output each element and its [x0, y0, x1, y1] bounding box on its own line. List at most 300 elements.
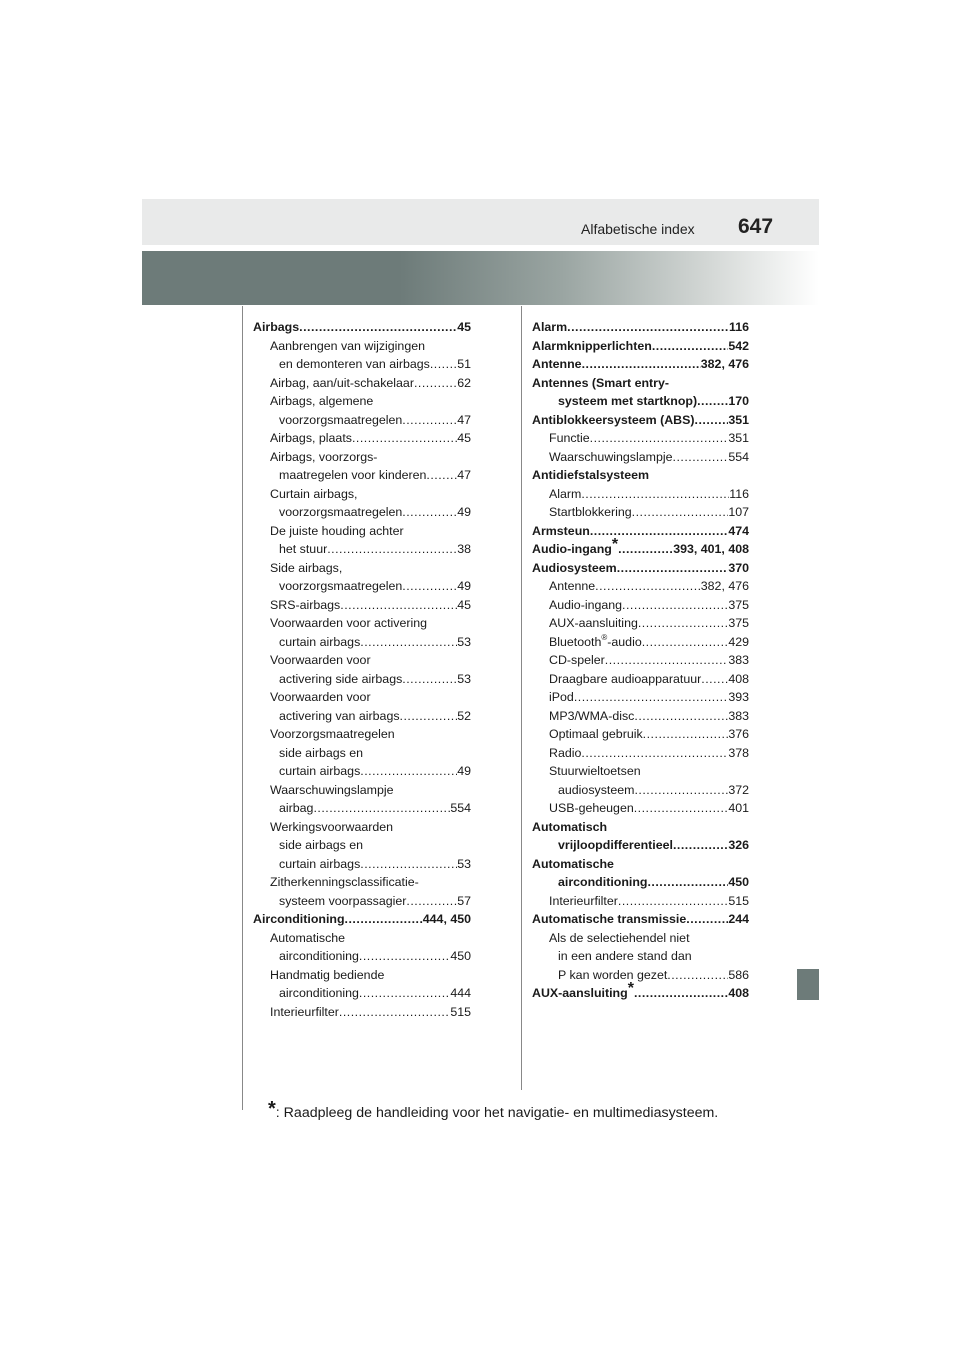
index-term-text: airconditioning: [558, 875, 648, 889]
index-entry: [253, 337, 471, 356]
page-reference: 450: [450, 949, 471, 963]
dot-leader: [605, 651, 729, 670]
index-term: [532, 980, 634, 1003]
index-term: [549, 614, 638, 633]
index-term-text: Side airbags,: [270, 560, 343, 575]
index-term: [270, 1003, 339, 1022]
page-reference: 170: [728, 394, 749, 408]
index-entry: [532, 355, 749, 374]
page-reference: 375: [728, 616, 749, 630]
index-term-text: curtain airbags: [279, 764, 361, 778]
index-term: [549, 448, 673, 467]
index-entry: [253, 596, 471, 615]
index-entry: [253, 892, 471, 911]
page-reference: 383: [728, 708, 749, 723]
index-term: [279, 947, 359, 966]
page-reference: 370: [728, 560, 749, 575]
index-entry: [532, 910, 749, 929]
index-entry: [253, 910, 471, 929]
page-reference: 408: [728, 671, 749, 686]
dot-leader: [697, 392, 728, 411]
index-entry: [253, 429, 471, 448]
page-reference: 45: [457, 597, 471, 612]
dot-leader: [426, 466, 457, 485]
index-term: [253, 910, 345, 929]
dot-leader: [574, 688, 729, 707]
page-reference: 53: [457, 671, 471, 686]
index-entry: [253, 873, 471, 892]
footnote-text: : Raadpleeg de handleiding voor het navigatie- en multimediasysteem.: [275, 1105, 719, 1121]
dot-leader: [686, 910, 728, 929]
index-entry: [532, 466, 749, 485]
page-reference: 375: [728, 597, 749, 612]
index-entry: [532, 799, 749, 818]
index-entry: [532, 536, 749, 559]
index-entry: [532, 651, 749, 670]
index-term-text: airconditioning: [279, 949, 359, 963]
page-reference: 474: [728, 523, 749, 538]
index-term-text: Audiosysteem: [532, 560, 617, 575]
page-reference: 401: [728, 801, 749, 815]
index-term-text: activering side airbags: [279, 671, 403, 686]
dot-leader: [632, 503, 729, 522]
index-term: [270, 429, 352, 448]
index-term-text: Audio-ingang: [532, 542, 612, 556]
page-reference: 408: [728, 986, 749, 1000]
index-term-text: voorzorgsmaatregelen: [279, 505, 403, 519]
footnote-marker: *: [268, 1098, 276, 1120]
chapter-gradient-band: [142, 251, 819, 305]
index-term-text: vrijloopdifferentieel: [558, 838, 673, 852]
index-term-text: Airbags: [253, 320, 300, 334]
page-reference: 515: [728, 893, 749, 908]
index-term: [549, 688, 574, 707]
page-reference: 49: [457, 505, 471, 519]
index-entry: [532, 559, 749, 578]
dot-leader: [360, 855, 457, 874]
dot-leader: [430, 355, 457, 374]
index-term: [279, 670, 402, 689]
page-reference: 372: [728, 782, 749, 797]
index-entry: [532, 503, 749, 522]
index-term-text: voorzorgsmaatregelen: [279, 412, 403, 427]
index-term-text: Airbags, voorzorgs-: [270, 449, 378, 464]
index-term: [532, 411, 695, 430]
dot-leader: [595, 577, 701, 596]
index-term-text: Waarschuwingslampje: [270, 782, 394, 797]
index-term-text: Airbag, aan/uit-schakelaar: [270, 375, 414, 390]
dot-leader: [647, 873, 728, 892]
index-entry: [253, 762, 471, 781]
index-term-text: voorzorgsmaatregelen: [279, 579, 403, 593]
index-term-text: CD-speler: [549, 653, 605, 667]
index-term: [279, 707, 400, 726]
index-term-text: iPod: [549, 690, 574, 704]
index-entry: [532, 980, 749, 1003]
index-entry: [253, 744, 471, 763]
index-term: [549, 764, 641, 778]
index-term-text: Voorwaarden voor: [270, 690, 371, 704]
page-reference: 429: [728, 634, 749, 649]
page-reference: 393: [728, 690, 749, 704]
index-entry: [253, 818, 471, 837]
index-term: [270, 616, 427, 630]
index-term-text: in een andere stand dan: [558, 949, 692, 963]
index-term-text: Stuurwieltoetsen: [549, 764, 641, 778]
dot-leader: [618, 892, 728, 911]
index-term-text: De juiste houding achter: [270, 523, 404, 538]
index-term: [279, 855, 360, 874]
index-entry: [532, 929, 749, 948]
page-reference: 382, 476: [700, 357, 749, 371]
index-term: [270, 561, 342, 575]
index-term: [532, 355, 582, 374]
dot-leader: [345, 910, 423, 929]
index-term-text: Airbags, plaats: [270, 431, 352, 445]
index-term-text: side airbags en: [279, 745, 364, 760]
index-term-text: Waarschuwingslampje: [549, 449, 673, 464]
index-term-text: Interieurfilter: [270, 1004, 339, 1019]
index-entry: [532, 725, 749, 744]
dot-leader: [402, 411, 457, 430]
index-term-text: P kan worden gezet: [558, 967, 668, 982]
index-term: [549, 707, 634, 726]
dot-leader: [402, 503, 457, 522]
index-term-text: Antenne: [532, 357, 582, 371]
index-term-text: Airbags, algemene: [270, 394, 374, 408]
index-term-text: activering van airbags: [279, 708, 400, 723]
index-term-text: Voorzorgsmaatregelen: [270, 727, 395, 741]
dot-leader: [340, 596, 457, 615]
index-term: [549, 799, 634, 818]
index-term: [532, 857, 614, 871]
index-term: [532, 337, 652, 356]
index-entry: [253, 836, 471, 855]
dot-leader: [567, 318, 729, 337]
index-term: [270, 450, 377, 464]
page-reference: 326: [728, 838, 749, 852]
page-reference: 554: [450, 801, 471, 815]
index-term: [270, 653, 371, 667]
dot-leader: [701, 670, 728, 689]
index-entry: [253, 522, 471, 541]
index-term: [532, 536, 619, 559]
index-entry: [253, 503, 471, 522]
index-term: [532, 318, 567, 337]
index-term-text: Alarm: [532, 320, 568, 334]
page-reference: 554: [728, 449, 749, 464]
index-entry: [532, 392, 749, 411]
index-term: [279, 577, 402, 596]
page-reference: 382, 476: [700, 579, 749, 593]
page-reference: 383: [728, 653, 749, 667]
index-term: [279, 355, 430, 374]
index-term-text: en demonteren van airbags: [279, 357, 430, 371]
index-entry: [532, 781, 749, 800]
dot-leader: [359, 947, 450, 966]
index-term: [279, 540, 327, 559]
index-term: [532, 376, 669, 390]
index-term-text: Functie: [549, 431, 590, 445]
footnote: [268, 1098, 718, 1121]
index-term-text: systeem met startknop): [558, 394, 698, 408]
index-entry: [532, 873, 749, 892]
index-entry: [532, 485, 749, 504]
index-term-text: maatregelen voor kinderen: [279, 468, 427, 482]
dot-leader: [642, 633, 729, 652]
index-term: [270, 524, 404, 538]
index-term-text: Automatische transmissie: [532, 912, 687, 926]
index-entry: [253, 374, 471, 393]
index-entry: [253, 781, 471, 800]
index-term-text: curtain airbags: [279, 856, 361, 871]
dot-leader: [360, 762, 457, 781]
index-term: [549, 651, 605, 670]
page-reference: 49: [457, 579, 471, 593]
index-term-text: Als de selectiehendel niet: [549, 930, 690, 945]
index-term-text: Airconditioning: [253, 912, 345, 926]
index-entry: [253, 355, 471, 374]
index-term-text: Automatisch: [532, 819, 608, 834]
column-divider: [521, 306, 522, 1090]
dot-leader: [673, 448, 729, 467]
index-term: [279, 633, 360, 652]
index-entry: [253, 485, 471, 504]
index-term-text: AUX-aansluiting: [549, 616, 638, 630]
index-term: [549, 744, 581, 763]
index-term: [270, 690, 371, 704]
index-entry: [253, 466, 471, 485]
dot-leader: [673, 836, 728, 855]
index-entry: [253, 725, 471, 744]
index-entry: [532, 374, 749, 393]
index-term-text: Optimaal gebruik: [549, 727, 643, 741]
index-entry: [253, 614, 471, 633]
index-term: [549, 596, 622, 615]
dot-leader: [402, 577, 457, 596]
page-reference: 116: [729, 320, 749, 334]
index-term-suffix: -audio: [607, 634, 642, 649]
dot-leader: [400, 707, 458, 726]
index-term-text: USB-geheugen: [549, 801, 634, 815]
page-reference: 49: [457, 764, 471, 778]
index-entry: [532, 836, 749, 855]
index-term: [532, 910, 686, 929]
index-term-text: airbag: [279, 801, 314, 815]
index-term-text: MP3/WMA-disc: [549, 708, 635, 723]
index-entry: [253, 688, 471, 707]
index-term: [270, 820, 393, 834]
index-term-text: Bluetooth: [549, 634, 602, 649]
index-term: [270, 727, 395, 741]
index-term: [270, 339, 425, 353]
index-term-text: Zitherkenningsclassificatie-: [270, 875, 419, 889]
page-reference: 47: [457, 412, 471, 427]
index-term: [532, 559, 617, 578]
index-term-text: Voorwaarden voor: [270, 653, 371, 667]
index-term: [532, 468, 649, 482]
index-entry: [532, 411, 749, 430]
index-entry: [532, 966, 749, 985]
index-term: [549, 577, 595, 596]
page-reference: 542: [728, 338, 749, 353]
dot-leader: [581, 485, 729, 504]
index-entry: [532, 614, 749, 633]
left-margin-rule: [242, 306, 243, 1110]
index-term-text: systeem voorpassagier: [279, 893, 407, 908]
dot-leader: [622, 596, 728, 615]
index-term: [270, 374, 414, 393]
index-entry: [532, 596, 749, 615]
index-term-text: audiosysteem: [558, 782, 635, 797]
dot-leader: [359, 984, 450, 1003]
index-term-text: curtain airbags: [279, 634, 361, 649]
page-reference: 116: [729, 486, 749, 501]
page-reference: 107: [728, 505, 749, 519]
page-reference: 444, 450: [422, 912, 471, 926]
dot-leader: [652, 337, 729, 356]
index-term: [279, 503, 402, 522]
index-term: [558, 949, 692, 963]
page-reference: 515: [450, 1004, 471, 1019]
page-reference: 393, 401, 408: [673, 542, 749, 556]
index-term-text: Automatische: [532, 856, 614, 871]
index-term-text: AUX-aansluiting: [532, 986, 628, 1000]
page-reference: 38: [457, 542, 471, 556]
index-term-text: Voorwaarden voor activering: [270, 616, 428, 630]
index-term: [270, 968, 384, 982]
dot-leader: [339, 1003, 450, 1022]
index-term: [279, 411, 402, 430]
dot-leader: [634, 799, 729, 818]
index-term: [549, 892, 618, 911]
index-entry: [532, 892, 749, 911]
index-term-text: Antenne: [549, 579, 596, 593]
index-entry: [253, 707, 471, 726]
index-entry: [532, 707, 749, 726]
index-term-text: airconditioning: [279, 986, 359, 1000]
page-reference: 62: [457, 375, 471, 390]
index-term: [253, 318, 299, 337]
index-entry: [253, 633, 471, 652]
index-term: [549, 503, 632, 522]
index-entry: [253, 448, 471, 467]
index-term-text: side airbags en: [279, 838, 364, 852]
section-title: Alfabetische index: [581, 221, 695, 237]
index-entry: [532, 744, 749, 763]
index-term: [558, 836, 673, 855]
index-entry: [253, 947, 471, 966]
index-term-text: het stuur: [279, 542, 328, 556]
page-reference: 53: [457, 856, 471, 871]
index-term: [279, 984, 359, 1003]
dot-leader: [327, 540, 457, 559]
index-entry: [253, 984, 471, 1003]
index-entry: [532, 947, 749, 966]
index-term: [558, 873, 647, 892]
dot-leader: [634, 781, 728, 800]
index-term-text: Aanbrengen van wijzigingen: [270, 338, 425, 353]
index-term-text: Antidiefstalsysteem: [532, 468, 650, 482]
index-term: [532, 820, 607, 834]
index-entry: [253, 540, 471, 559]
index-term-text: Curtain airbags,: [270, 486, 358, 501]
dot-leader: [360, 633, 457, 652]
page-reference: 444: [450, 986, 471, 1000]
index-term: [549, 931, 690, 945]
index-entry: [253, 929, 471, 948]
footnote-reference-marker: *: [627, 980, 634, 997]
index-entry: [532, 855, 749, 874]
page-reference: 378: [728, 745, 749, 760]
index-term-text: Antennes (Smart entry-: [532, 375, 670, 390]
index-entry: [253, 651, 471, 670]
index-term-text: Handmatig bediende: [270, 967, 385, 982]
index-entry: [532, 522, 749, 541]
page-reference: 51: [457, 357, 471, 371]
index-term-text: Antiblokkeersysteem (ABS): [532, 412, 695, 427]
index-term: [279, 838, 363, 852]
header-band: [142, 199, 819, 245]
index-entry: [253, 411, 471, 430]
index-term-text: Werkingsvoorwaarden: [270, 819, 394, 834]
index-term-text: Draagbare audioapparatuur: [549, 671, 702, 686]
index-entry: [532, 688, 749, 707]
dot-leader: [581, 744, 728, 763]
page-reference: 351: [728, 412, 749, 427]
index-term: [279, 466, 426, 485]
page-reference: 244: [728, 912, 749, 926]
dot-leader: [638, 614, 728, 633]
index-term: [270, 931, 345, 945]
page-number: 647: [738, 215, 774, 238]
index-entry: [253, 559, 471, 578]
index-term: [558, 781, 634, 800]
dot-leader: [667, 966, 728, 985]
index-term: [558, 966, 667, 985]
index-entry: [253, 855, 471, 874]
index-column-left: [253, 318, 471, 1021]
dot-leader: [643, 725, 729, 744]
dot-leader: [406, 892, 457, 911]
index-term: [279, 892, 406, 911]
index-entry: [532, 429, 749, 448]
dot-leader: [618, 540, 673, 559]
index-term: [270, 596, 340, 615]
page-reference: 45: [457, 320, 471, 334]
dot-leader: [695, 411, 729, 430]
index-entry: [253, 966, 471, 985]
index-term: [270, 783, 394, 797]
index-term: [279, 799, 313, 818]
index-term-text: Armsteun: [532, 523, 590, 538]
index-term: [558, 392, 697, 411]
index-term: [549, 633, 642, 652]
page-reference: 53: [457, 634, 471, 649]
index-term: [532, 522, 590, 541]
index-column-right: [532, 318, 749, 1003]
index-entry: [532, 448, 749, 467]
page-reference: 376: [728, 727, 749, 741]
dot-leader: [617, 559, 729, 578]
index-entry: [253, 670, 471, 689]
index-entry: [532, 762, 749, 781]
dot-leader: [352, 429, 457, 448]
index-entry: [532, 577, 749, 596]
index-term: [549, 429, 590, 448]
index-term-text: Radio: [549, 745, 582, 760]
dot-leader: [299, 318, 457, 337]
